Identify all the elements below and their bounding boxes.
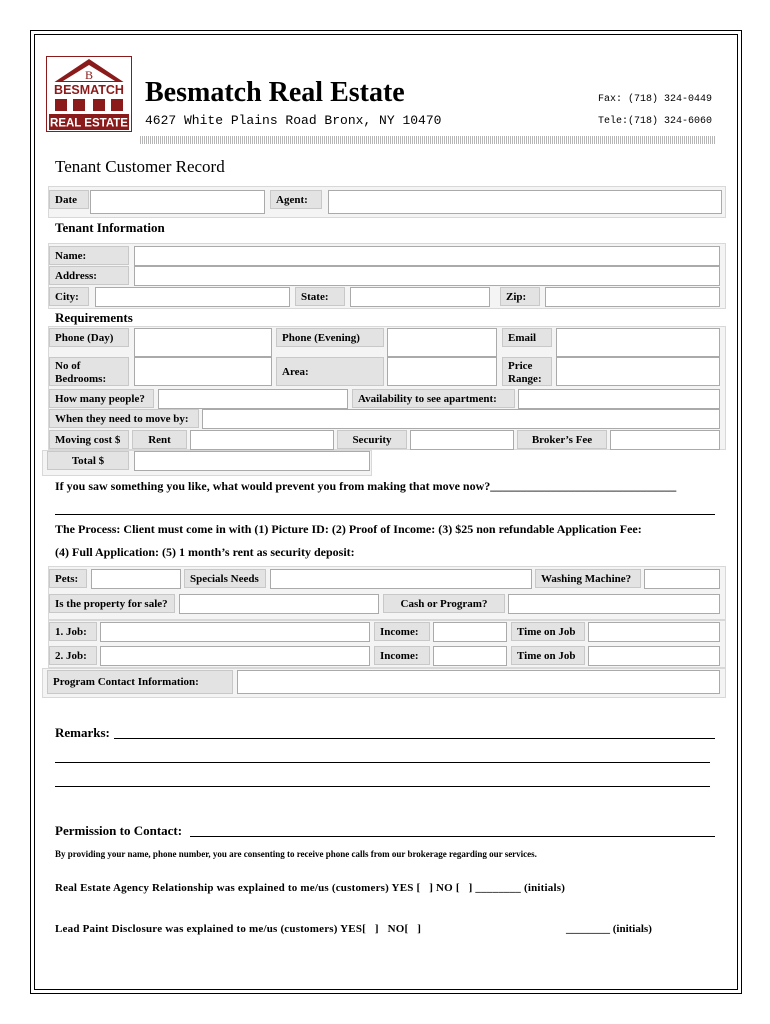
tenant-info-heading: Tenant Information: [55, 220, 165, 235]
name-field[interactable]: [134, 246, 720, 266]
special-needs-field[interactable]: [270, 569, 532, 589]
how-many-people-label: How many people?: [49, 389, 154, 408]
cash-program-field[interactable]: [508, 594, 720, 614]
zip-label: Zip:: [500, 287, 540, 306]
income2-label: Income:: [374, 646, 430, 665]
job2-label: 2. Job:: [49, 646, 97, 665]
logo-letter: B: [84, 68, 94, 82]
availability-field[interactable]: [518, 389, 720, 409]
move-by-field[interactable]: [202, 409, 720, 429]
time-on-job1-field[interactable]: [588, 622, 720, 642]
requirements-heading: Requirements: [55, 310, 133, 325]
name-label: Name:: [49, 246, 129, 265]
remarks-line-1[interactable]: [114, 738, 715, 739]
lead-paint-text: Lead Paint Disclosure was explained to me/us (customers) YES[ ] NO[ ]: [55, 923, 422, 935]
phone-day-field[interactable]: [134, 328, 272, 357]
special-needs-label: Specials Needs: [184, 569, 266, 588]
time-on-job2-label: Time on Job: [511, 646, 585, 665]
remarks-line-2[interactable]: [55, 762, 710, 763]
total-label: Total $: [47, 451, 129, 470]
permission-label: Permission to Contact:: [55, 823, 183, 838]
city-label: City:: [49, 287, 89, 306]
city-field[interactable]: [95, 287, 290, 307]
pets-field[interactable]: [91, 569, 181, 589]
income2-field[interactable]: [433, 646, 507, 666]
prevent-move-question: If you saw something you like, what would prevent you from making that move now?_______________________________: [55, 479, 677, 493]
address-field[interactable]: [134, 266, 720, 286]
total-field[interactable]: [134, 451, 370, 471]
email-label: Email: [502, 328, 552, 347]
agent-label: Agent:: [270, 190, 322, 209]
remarks-line-3[interactable]: [55, 786, 710, 787]
security-field[interactable]: [410, 430, 514, 450]
process-text-line1: The Process: Client must come in with (1) Picture ID: (2) Proof of Income: (3) $25 non refundable Application Fee:: [55, 522, 642, 536]
address-label: Address:: [49, 266, 129, 285]
bedrooms-label-line1: No of: [55, 360, 81, 372]
permission-line[interactable]: [190, 836, 715, 837]
job1-label: 1. Job:: [49, 622, 97, 641]
security-label: Security: [337, 430, 407, 449]
brokers-fee-label: Broker’s Fee: [517, 430, 607, 449]
tele-number: Tele:(718) 324-6060: [598, 116, 713, 127]
price-range-field[interactable]: [556, 357, 720, 386]
date-label: Date: [49, 190, 89, 209]
company-name: Besmatch Real Estate: [145, 77, 405, 108]
phone-evening-field[interactable]: [387, 328, 497, 357]
lead-paint-initials: ________ (initials): [566, 923, 652, 935]
company-address: 4627 White Plains Road Bronx, NY 10470: [145, 113, 442, 128]
time-on-job2-field[interactable]: [588, 646, 720, 666]
answer-line: [55, 514, 715, 515]
house-logo-icon: [47, 57, 131, 131]
area-label: Area:: [276, 357, 384, 386]
income1-label: Income:: [374, 622, 430, 641]
price-range-label: [502, 357, 552, 386]
program-contact-field[interactable]: [237, 670, 720, 694]
process-text-line2: (4) Full Application: (5) 1 month’s rent as security deposit:: [55, 545, 355, 559]
bedrooms-label: [49, 357, 129, 386]
page-border-inner: [34, 34, 738, 990]
email-field[interactable]: [556, 328, 720, 357]
state-label: State:: [295, 287, 345, 306]
logo-text-bottom: REAL ESTATE: [50, 117, 128, 130]
remarks-label: Remarks:: [55, 725, 110, 740]
job2-field[interactable]: [100, 646, 370, 666]
state-field[interactable]: [350, 287, 490, 307]
agency-relationship-text: Real Estate Agency Relationship was explained to me/us (customers) YES [ ] NO [ ] ________ (initials): [55, 882, 566, 894]
agent-field[interactable]: [328, 190, 722, 214]
date-field[interactable]: [90, 190, 265, 214]
form-title: Tenant Customer Record: [55, 157, 225, 176]
rent-label: Rent: [132, 430, 187, 449]
program-contact-label: Program Contact Information:: [47, 670, 233, 694]
logo-text-top: BESMATCH: [54, 83, 124, 97]
for-sale-label: Is the property for sale?: [49, 594, 175, 613]
brokers-fee-field[interactable]: [610, 430, 720, 450]
bedrooms-field[interactable]: [134, 357, 272, 386]
price-label-line2: Range:: [508, 373, 542, 385]
how-many-people-field[interactable]: [158, 389, 348, 409]
move-by-label: When they need to move by:: [49, 409, 199, 428]
bedrooms-label-line2: Bedrooms:: [55, 373, 107, 385]
pets-label: Pets:: [49, 569, 87, 588]
moving-cost-label: Moving cost $: [49, 430, 129, 449]
cash-program-label: Cash or Program?: [383, 594, 505, 613]
phone-day-label: Phone (Day): [49, 328, 129, 347]
company-logo: [46, 56, 132, 132]
washing-machine-label: Washing Machine?: [535, 569, 641, 588]
phone-evening-label: Phone (Evening): [276, 328, 384, 347]
for-sale-field[interactable]: [179, 594, 379, 614]
consent-text: By providing your name, phone number, you are consenting to receive phone calls from our brokerage regarding our services.: [55, 849, 537, 859]
rent-field[interactable]: [190, 430, 334, 450]
fax-number: Fax: (718) 324-0449: [598, 94, 713, 105]
job1-field[interactable]: [100, 622, 370, 642]
price-label-line1: Price: [508, 360, 533, 372]
income1-field[interactable]: [433, 622, 507, 642]
header-divider: [140, 136, 716, 144]
availability-label: Availability to see apartment:: [352, 389, 515, 408]
time-on-job1-label: Time on Job: [511, 622, 585, 641]
area-field[interactable]: [387, 357, 497, 386]
zip-field[interactable]: [545, 287, 720, 307]
washing-machine-field[interactable]: [644, 569, 720, 589]
